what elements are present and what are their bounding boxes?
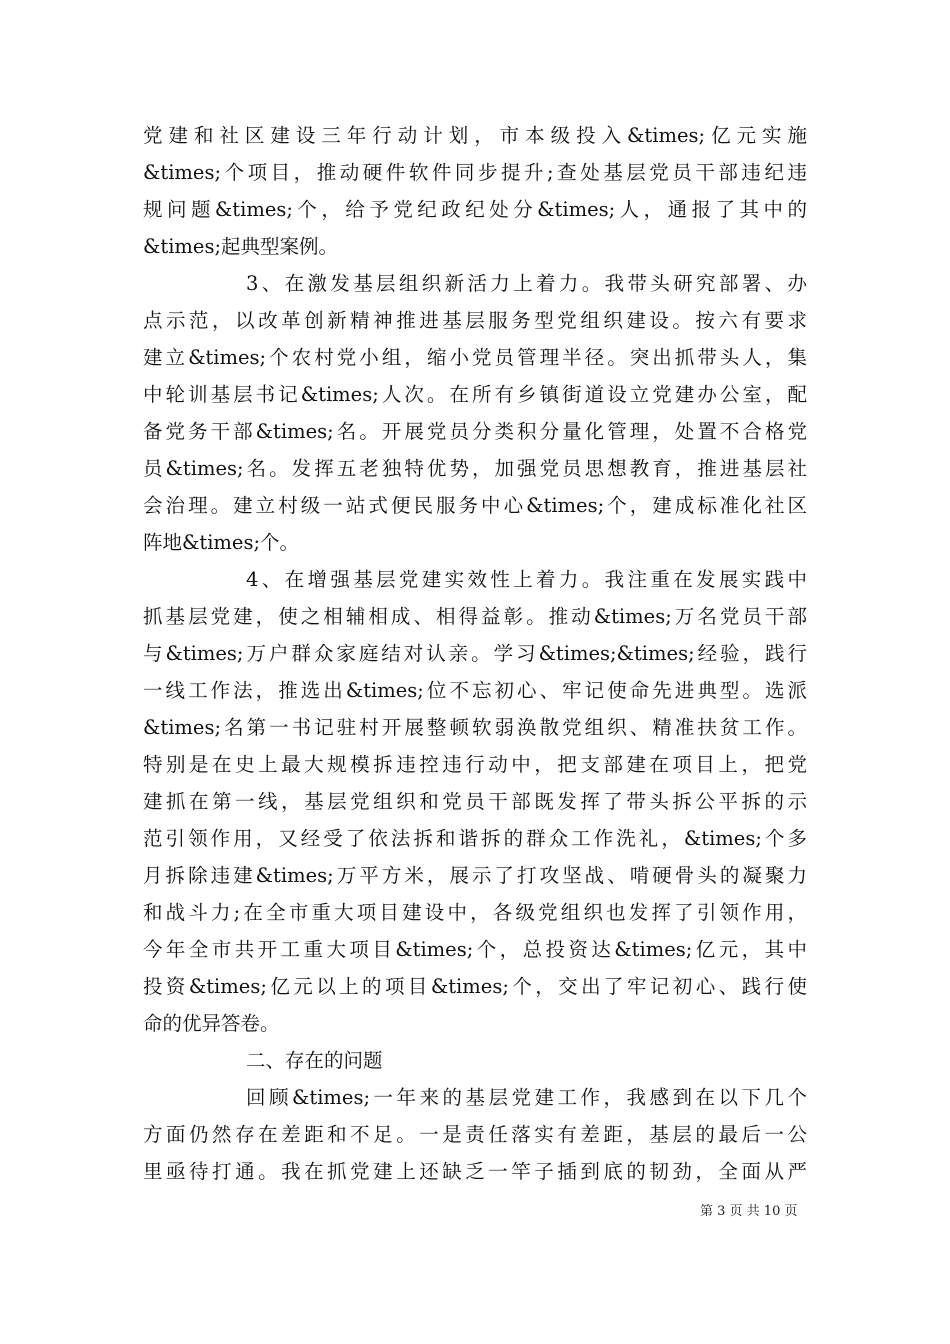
text-line: 规问题&times;个，给予党纪政纪处分&times;人，通报了其中的 — [143, 198, 807, 221]
text-line: 命的优异答卷。 — [143, 1012, 280, 1035]
text-line: 方面仍然存在差距和不足。一是责任落实有差距，基层的最后一公 — [143, 1123, 807, 1146]
text-line: 与&times;万户群众家庭结对认亲。学习&times;&times;经验，践行 — [143, 642, 807, 665]
text-line: 投资&times;亿元以上的项目&times;个，交出了牢记初心、践行使 — [143, 975, 807, 998]
section-heading: 二、存在的问题 — [246, 1049, 383, 1072]
text-line: 里亟待打通。我在抓党建上还缺乏一竿子插到底的韧劲，全面从严 — [143, 1160, 807, 1183]
text-line: 备党务干部&times;名。开展党员分类积分量化管理，处置不合格党 — [143, 420, 807, 443]
paragraph-start-line: 3、在激发基层组织新活力上着力。我带头研究部署、办 — [246, 272, 807, 295]
text-line: &times;个项目，推动硬件软件同步提升;查处基层党员干部违纪违 — [143, 161, 807, 184]
text-line: 一线工作法，推选出&times;位不忘初心、牢记使命先进典型。选派 — [143, 679, 807, 702]
text-line: 建抓在第一线，基层党组织和党员干部既发挥了带头拆公平拆的示 — [143, 790, 807, 813]
page-number-footer: 第 3 页 共 10 页 — [700, 1204, 798, 1219]
text-line: 中轮训基层书记&times;人次。在所有乡镇街道设立党建办公室，配 — [143, 383, 807, 406]
text-line: 抓基层党建，使之相辅相成、相得益彰。推动&times;万名党员干部 — [143, 605, 807, 628]
text-line: 阵地&times;个。 — [143, 531, 300, 554]
paragraph-start-line: 回顾&times;一年来的基层党建工作，我感到在以下几个 — [246, 1086, 807, 1109]
text-line: 点示范，以改革创新精神推进基层服务型党组织建设。按六有要求 — [143, 309, 807, 332]
paragraph-start-line: 4、在增强基层党建实效性上着力。我注重在发展实践中 — [246, 568, 807, 591]
text-line: 党建和社区建设三年行动计划，市本级投入&times;亿元实施 — [143, 124, 807, 147]
text-line: 今年全市共开工重大项目&times;个，总投资达&times;亿元，其中 — [143, 938, 807, 961]
text-line: 范引领作用，又经受了依法拆和谐拆的群众工作洗礼，&times;个多 — [143, 827, 807, 850]
text-line: 特别是在史上最大规模拆违控违行动中，把支部建在项目上，把党 — [143, 753, 807, 776]
text-line: 月拆除违建&times;万平方米，展示了打攻坚战、啃硬骨头的凝聚力 — [143, 864, 807, 887]
text-line: 会治理。建立村级一站式便民服务中心&times;个，建成标准化社区 — [143, 494, 807, 517]
text-line: 和战斗力;在全市重大项目建设中，各级党组织也发挥了引领作用， — [143, 901, 807, 924]
text-line: 员&times;名。发挥五老独特优势，加强党员思想教育，推进基层社 — [143, 457, 807, 480]
text-line: &times;名第一书记驻村开展整顿软弱涣散党组织、精准扶贫工作。 — [143, 716, 807, 739]
text-line: 建立&times;个农村党小组，缩小党员管理半径。突出抓带头人，集 — [143, 346, 807, 369]
text-line: &times;起典型案例。 — [143, 235, 339, 258]
document-body — [143, 117, 807, 1190]
